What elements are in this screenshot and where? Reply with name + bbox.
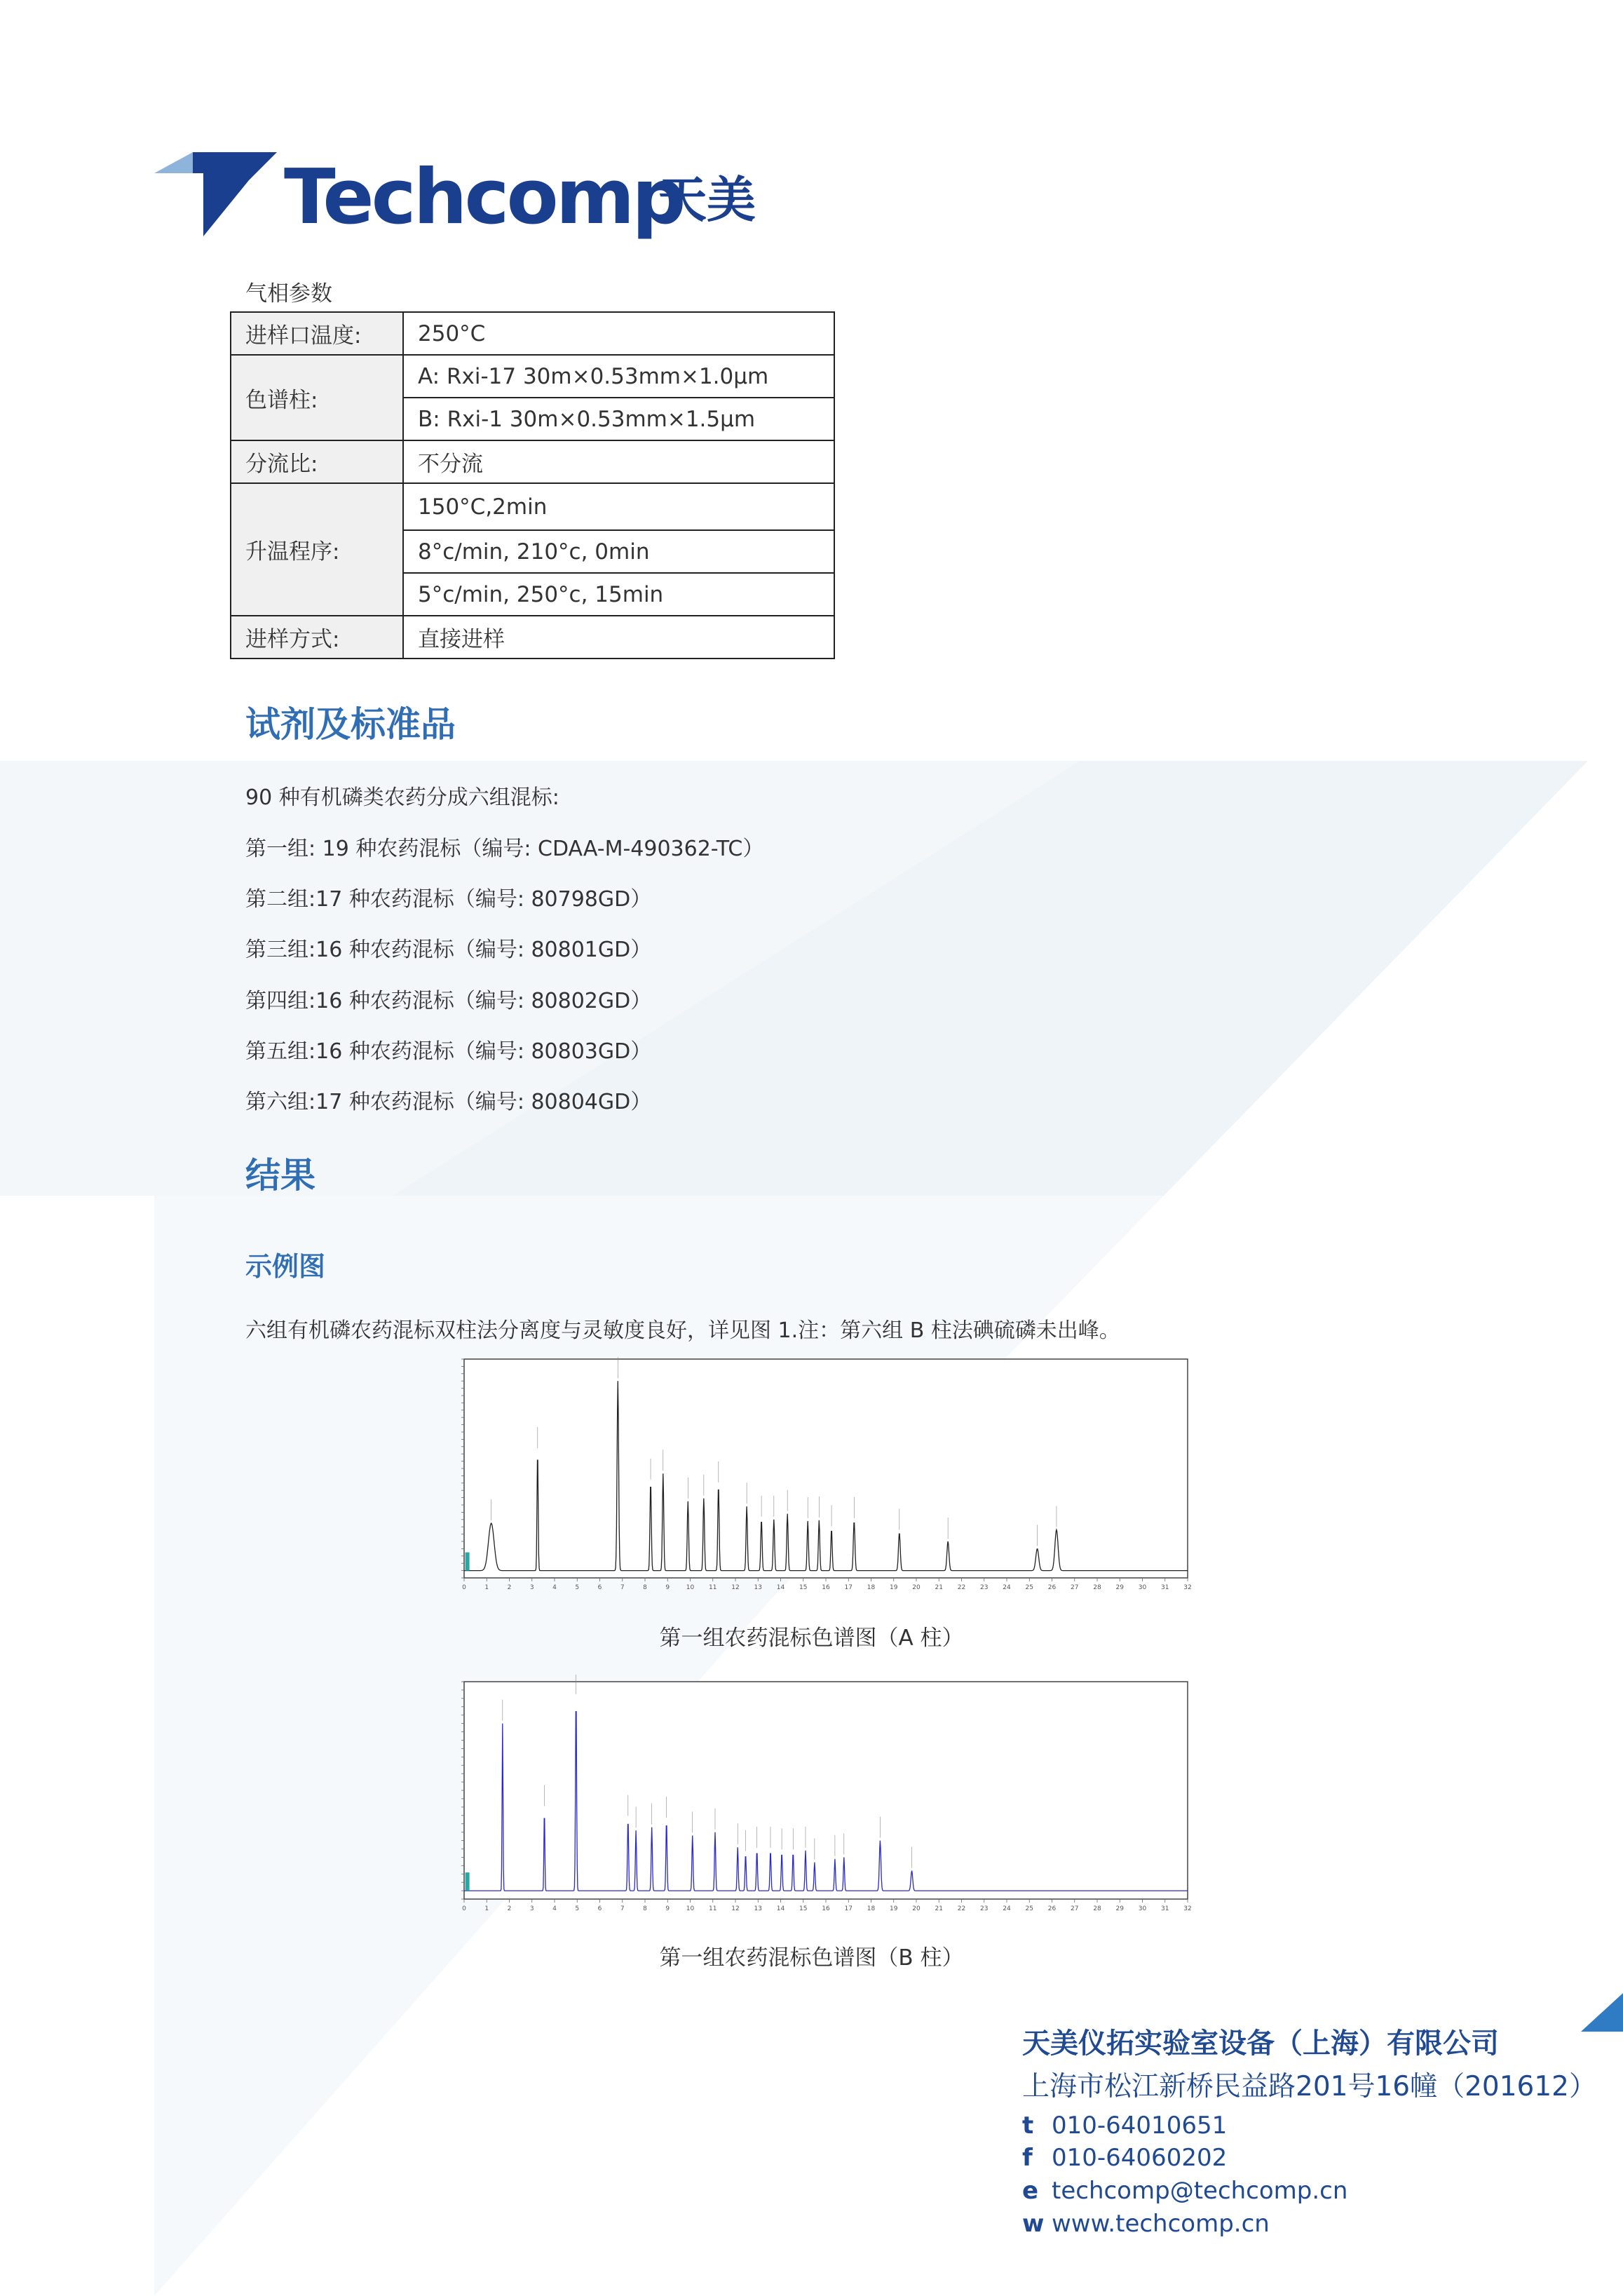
- contact-key: w: [1022, 2210, 1045, 2238]
- integration-marker: [466, 1553, 470, 1571]
- reagent-line: 第一组: 19 种农药混标（编号: CDAA-M-490362-TC）: [245, 837, 764, 861]
- footer-fax: [1022, 2144, 1227, 2172]
- x-tick-label: 13: [754, 1905, 762, 1912]
- x-tick-label: 15: [799, 1905, 808, 1912]
- x-tick-label: 3: [529, 1905, 534, 1912]
- x-tick-label: 26: [1047, 1905, 1057, 1912]
- logo-mark-icon: [154, 151, 280, 242]
- x-tick-label: 21: [935, 1584, 943, 1591]
- param-label: 升温程序:: [231, 483, 403, 616]
- x-tick-label: 2: [507, 1905, 512, 1912]
- x-tick-label: 18: [867, 1905, 876, 1912]
- x-tick-label: 23: [980, 1905, 989, 1912]
- x-tick-label: 20: [912, 1584, 921, 1591]
- section-heading-reagents: 试剂及标准品: [245, 704, 456, 745]
- x-tick-label: 4: [552, 1905, 557, 1912]
- results-description: 六组有机磷农药混标双柱法分离度与灵敏度良好，详见图 1.注：第六组 B 柱法碘硫磷未出峰。: [245, 1318, 1120, 1343]
- chromatogram-a: [435, 1352, 1192, 1599]
- param-value: 不分流: [403, 440, 834, 483]
- x-tick-label: 31: [1161, 1905, 1169, 1912]
- x-tick-label: 23: [980, 1584, 989, 1591]
- x-tick-label: 22: [957, 1905, 966, 1912]
- x-tick-label: 9: [665, 1905, 670, 1912]
- table-caption: 气相参数: [245, 281, 332, 306]
- param-value: A: Rxi-17 30m×0.53mm×1.0μm: [403, 355, 834, 398]
- contact-value: 010-64010651: [1052, 2112, 1228, 2140]
- x-tick-label: 11: [709, 1905, 717, 1912]
- table-row: [231, 483, 834, 530]
- x-tick-label: 11: [709, 1584, 717, 1591]
- param-label: 进样口温度:: [231, 312, 403, 355]
- x-tick-label: 10: [686, 1905, 695, 1912]
- x-tick-label: 20: [912, 1905, 921, 1912]
- x-tick-label: 0: [462, 1905, 466, 1912]
- reagent-line: 90 种有机磷类农药分成六组混标:: [245, 785, 559, 810]
- x-tick-label: 1: [484, 1905, 489, 1912]
- table-row: [231, 355, 834, 398]
- x-tick-label: 2: [507, 1584, 512, 1591]
- reagent-line: 第四组:16 种农药混标（编号: 80802GD）: [245, 989, 652, 1013]
- x-tick-label: 28: [1093, 1584, 1101, 1591]
- x-tick-label: 8: [643, 1905, 647, 1912]
- contact-value: techcomp@techcomp.cn: [1052, 2177, 1348, 2205]
- x-tick-label: 6: [597, 1905, 602, 1912]
- contact-key: e: [1022, 2177, 1039, 2205]
- x-tick-label: 31: [1161, 1584, 1169, 1591]
- contact-value: www.techcomp.cn: [1052, 2210, 1270, 2238]
- footer-company: 天美仪拓实验室设备（上海）有限公司: [1022, 2027, 1499, 2060]
- plot-frame: [464, 1359, 1188, 1578]
- x-tick-label: 10: [686, 1584, 695, 1591]
- x-tick-label: 32: [1183, 1584, 1192, 1591]
- x-tick-label: 25: [1025, 1584, 1033, 1591]
- footer-phone: [1022, 2112, 1227, 2140]
- figure-caption-a: 第一组农药混标色谱图（A 柱）: [659, 1626, 964, 1651]
- chromatogram-b: [435, 1675, 1192, 1920]
- plot-frame: [464, 1682, 1188, 1899]
- x-tick-label: 4: [552, 1584, 557, 1591]
- table-row: [231, 440, 834, 483]
- x-tick-label: 7: [620, 1905, 625, 1912]
- section-heading-results: 结果: [245, 1155, 315, 1196]
- contact-key: t: [1022, 2112, 1034, 2140]
- x-tick-label: 30: [1138, 1584, 1147, 1591]
- x-tick-label: 16: [822, 1905, 830, 1912]
- x-tick-label: 29: [1115, 1584, 1124, 1591]
- corner-triangle-icon: [1581, 1993, 1623, 2032]
- x-tick-label: 15: [799, 1584, 808, 1591]
- footer-address: 上海市松江新桥民益路201号16幢（201612）: [1022, 2071, 1596, 2102]
- integration-marker: [466, 1872, 470, 1891]
- x-tick-label: 0: [462, 1584, 466, 1591]
- contact-key: f: [1022, 2144, 1033, 2172]
- x-tick-label: 27: [1071, 1584, 1079, 1591]
- footer-website: [1022, 2210, 1270, 2238]
- x-tick-label: 28: [1093, 1905, 1101, 1912]
- x-tick-label: 18: [867, 1584, 876, 1591]
- x-tick-label: 5: [575, 1905, 580, 1912]
- param-value: 150°C,2min: [403, 483, 834, 530]
- param-value: 直接进样: [403, 616, 834, 659]
- x-tick-label: 9: [665, 1584, 670, 1591]
- gc-params-table: [230, 311, 835, 659]
- x-tick-label: 19: [890, 1584, 898, 1591]
- x-tick-label: 32: [1183, 1905, 1192, 1912]
- x-tick-label: 1: [484, 1584, 489, 1591]
- param-label: 进样方式:: [231, 616, 403, 659]
- param-label: 分流比:: [231, 440, 403, 483]
- subheading-examples: 示例图: [245, 1251, 326, 1282]
- reagent-line: 第五组:16 种农药混标（编号: 80803GD）: [245, 1039, 652, 1064]
- reagent-line: 第三组:16 种农药混标（编号: 80801GD）: [245, 938, 652, 962]
- x-tick-label: 26: [1047, 1584, 1057, 1591]
- x-tick-label: 6: [597, 1584, 602, 1591]
- table-row: [231, 312, 834, 355]
- logo-text-en: Techcomp: [284, 154, 684, 241]
- x-tick-label: 17: [844, 1905, 853, 1912]
- x-tick-label: 22: [957, 1584, 966, 1591]
- param-label: 色谱柱:: [231, 355, 403, 440]
- techcomp-logo: [154, 151, 771, 242]
- x-tick-label: 14: [776, 1905, 785, 1912]
- table-row: [231, 616, 834, 659]
- x-tick-label: 17: [844, 1584, 853, 1591]
- x-tick-label: 30: [1138, 1905, 1147, 1912]
- x-tick-label: 19: [890, 1905, 898, 1912]
- param-value: 250°C: [403, 312, 834, 355]
- x-tick-label: 21: [935, 1905, 943, 1912]
- x-tick-label: 7: [620, 1584, 625, 1591]
- x-tick-label: 12: [731, 1905, 740, 1912]
- contact-value: 010-64060202: [1052, 2144, 1228, 2172]
- figure-caption-b: 第一组农药混标色谱图（B 柱）: [659, 1945, 964, 1971]
- x-tick-label: 29: [1115, 1905, 1124, 1912]
- x-tick-label: 8: [643, 1584, 647, 1591]
- x-tick-label: 3: [529, 1584, 534, 1591]
- x-tick-label: 24: [1003, 1584, 1011, 1591]
- x-tick-label: 25: [1025, 1905, 1033, 1912]
- x-tick-label: 14: [776, 1584, 785, 1591]
- x-tick-label: 12: [731, 1584, 740, 1591]
- param-value: 5°c/min, 250°c, 15min: [403, 573, 834, 616]
- x-tick-label: 13: [754, 1584, 762, 1591]
- x-tick-label: 24: [1003, 1905, 1011, 1912]
- x-tick-label: 27: [1071, 1905, 1079, 1912]
- reagent-line: 第六组:17 种农药混标（编号: 80804GD）: [245, 1090, 652, 1114]
- logo-text-cn: 天美: [658, 171, 756, 229]
- x-tick-label: 16: [822, 1584, 830, 1591]
- param-value: B: Rxi-1 30m×0.53mm×1.5μm: [403, 398, 834, 440]
- x-tick-label: 5: [575, 1584, 580, 1591]
- reagent-line: 第二组:17 种农药混标（编号: 80798GD）: [245, 887, 652, 912]
- footer-email: [1022, 2177, 1347, 2205]
- param-value: 8°c/min, 210°c, 0min: [403, 530, 834, 573]
